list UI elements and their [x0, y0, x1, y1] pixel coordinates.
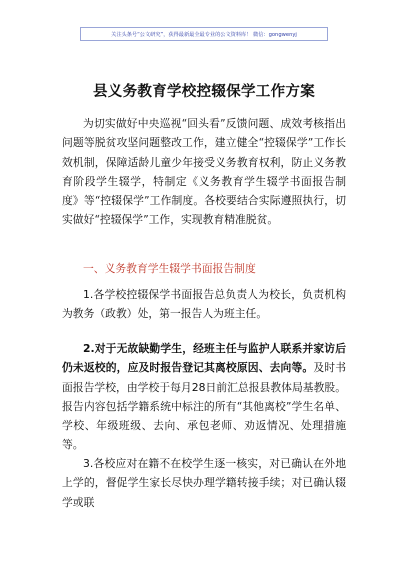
- item-1-paragraph: [62, 285, 346, 324]
- item-2-paragraph: [62, 339, 346, 455]
- section-heading: 一、义务教育学生辍学书面报告制度: [83, 262, 256, 275]
- item-2-text-b: 日前汇总报县教体局基教股。报告内容包括学籍系统中标注的所有“其他离校”学生名单、学校、年级班级、去向、承包老师、劝返情况、处理措施等。: [62, 380, 347, 452]
- document-title: 县义务教育学校控辍保学工作方案: [93, 84, 315, 100]
- intro-paragraph: 为切实做好中央巡视“回头看”反馈问题、成效考核指出问题等脱贫攻坚问题整改工作，建立健全“控辍保学”工作长效机制，保障适龄儿童少年接受义务教育权利，防止义务教育阶段学生辍学，特制定《义务教育学生辍学书面报告制度》等“控辍保学”工作制度。各校要结合实际遵照执行，切实做好“控辍保学”工作，实现教育精准脱贫。: [62, 117, 346, 227]
- item-2-bold-text: 对于无故缺勤学生，经班主任与监护人联系并家访后仍未返校的，应及时报告登记其离校原因、去向等。: [62, 342, 346, 375]
- item-3-number: 3.: [83, 457, 94, 470]
- item-1-text: 各学校控辍保学书面报告总负责人为校长，负责机构为教务（政教）处，第一报告人为班主任。: [62, 288, 346, 321]
- item-2-number: 2.: [83, 342, 95, 355]
- item-3-text: 各校应对在籍不在校学生逐一核实，对已确认在外地上学的，督促学生家长尽快办理学籍转接手续；对已确认辍学或联: [62, 457, 346, 509]
- item-2-text-a: 及时书面报告学校，由学校于每月: [62, 361, 347, 394]
- item-3-paragraph: [62, 454, 346, 512]
- promo-banner: 关注头条号“公文研究”，获得最新最全最专业的公文资料库！ 微信：gongwenyj: [80, 27, 328, 41]
- item-2-day: 28: [191, 380, 206, 394]
- item-1-number: 1.: [83, 288, 94, 301]
